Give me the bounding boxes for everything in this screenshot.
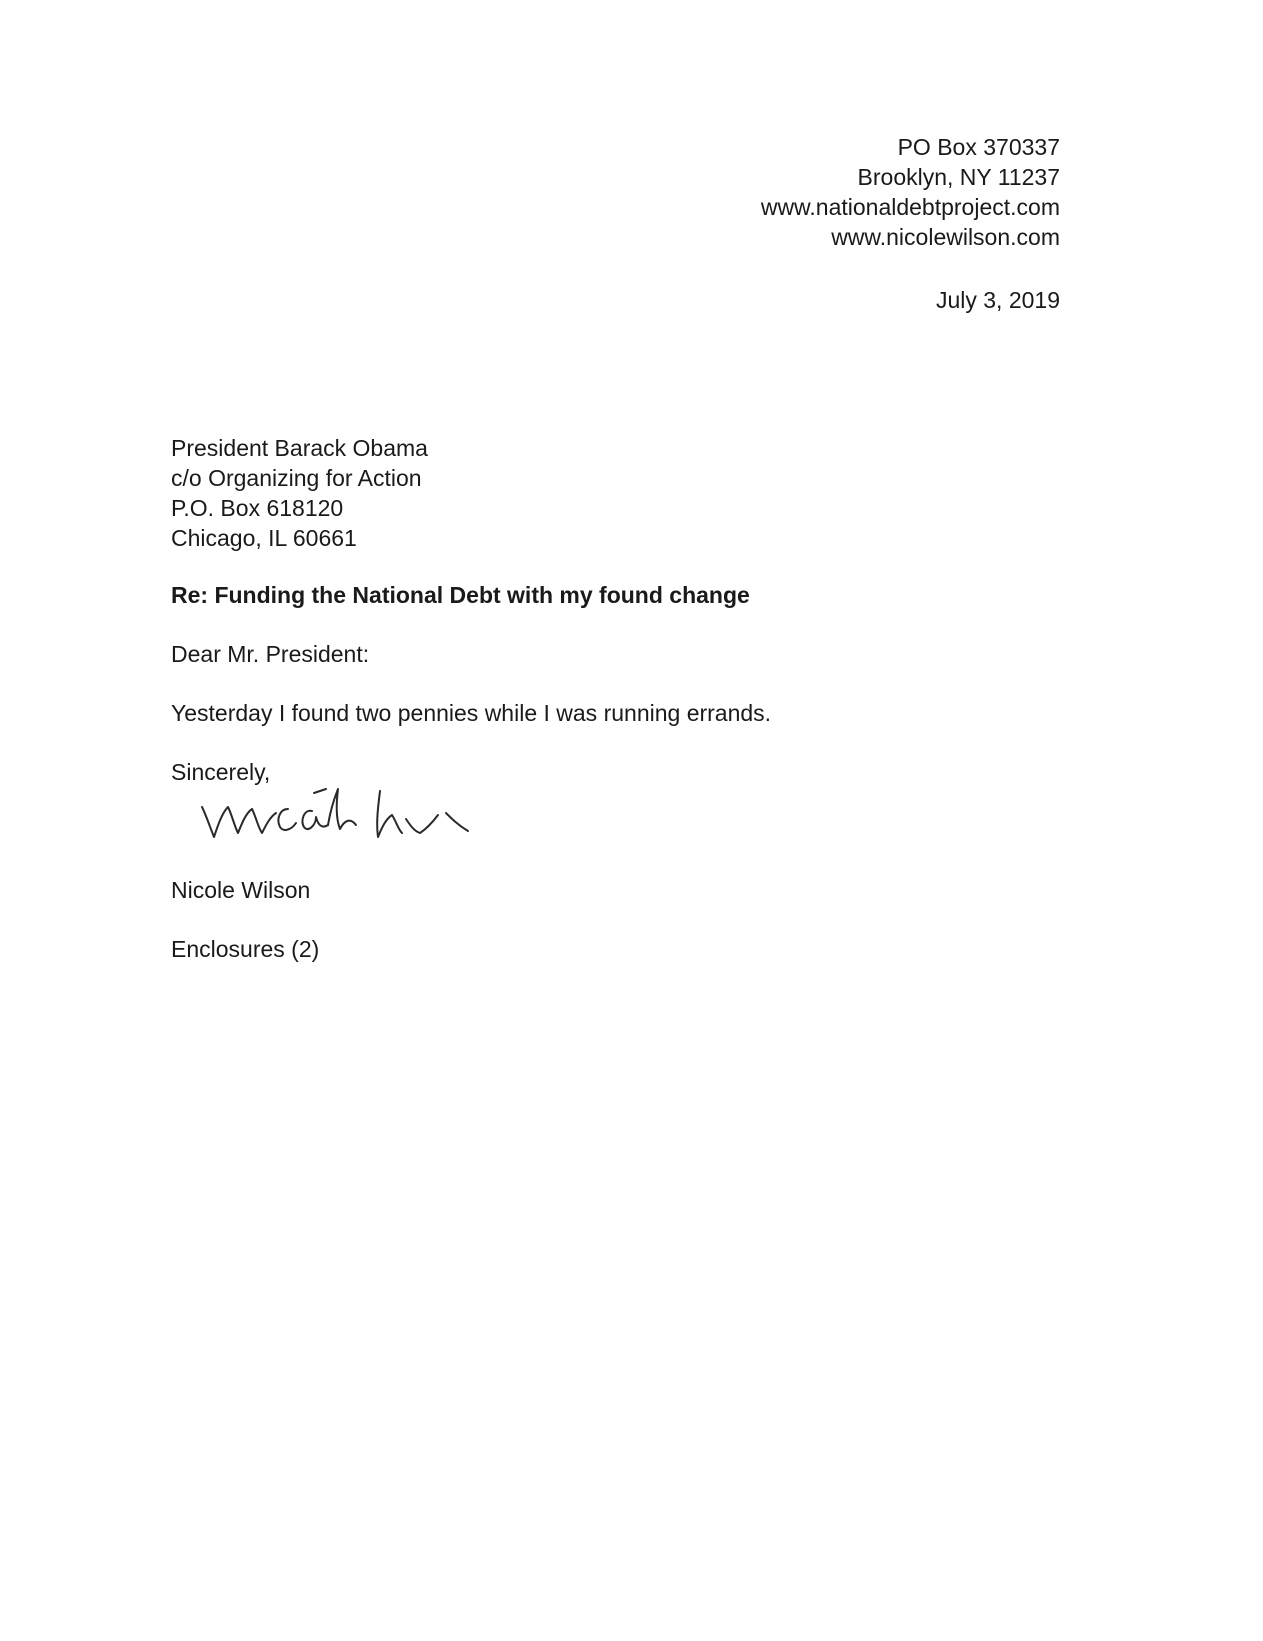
recipient-address-block: [171, 433, 428, 553]
sender-website-2: www.nicolewilson.com: [831, 224, 1060, 250]
sender-website-1: www.nationaldebtproject.com: [760, 194, 1060, 220]
sender-address-line1: PO Box 370337: [897, 134, 1060, 160]
handwritten-signature: [200, 785, 470, 855]
closing: Sincerely,: [171, 759, 271, 785]
recipient-care-of: c/o Organizing for Action: [171, 465, 422, 491]
body-paragraph: Yesterday I found two pennies while I was running errands.: [171, 700, 772, 726]
salutation: Dear Mr. President:: [171, 641, 370, 667]
subject-line: Re: Funding the National Debt with my found change: [171, 582, 750, 608]
sender-address-line2: Brooklyn, NY 11237: [857, 164, 1060, 190]
recipient-name: President Barack Obama: [171, 435, 428, 461]
letter-date: July 3, 2019: [935, 287, 1060, 313]
recipient-po-box: P.O. Box 618120: [171, 495, 344, 521]
signer-name: Nicole Wilson: [171, 877, 311, 903]
recipient-city: Chicago, IL 60661: [171, 525, 357, 551]
sender-address-block: [761, 132, 1060, 252]
enclosures-note: Enclosures (2): [171, 936, 320, 962]
